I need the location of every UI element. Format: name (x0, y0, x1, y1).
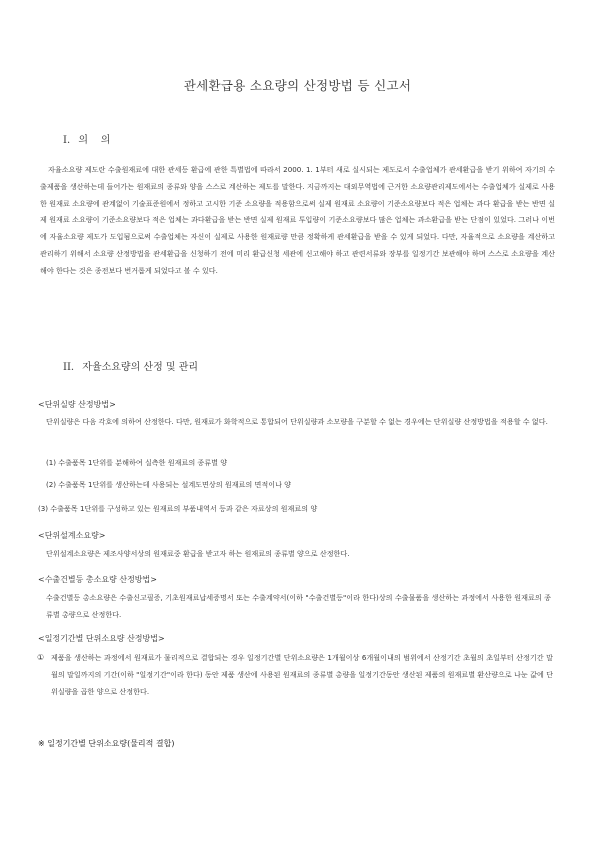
circled-number-1: ① (37, 653, 45, 662)
section-2-heading (63, 358, 198, 373)
section-1-heading (63, 131, 110, 146)
section-1-title: 의 의 (78, 135, 111, 146)
batch-total-body: 수출건별등 총소요량은 수출신고필증, 기초원재료납세증명서 또는 수출계약서(이하 "수출건별등"이라 한다)상의 수출물품을 생산하는 과정에서 사용한 원재료의 종류별 총량으로 산정한다. (46, 593, 551, 619)
period-unit-body: 제품을 생산하는 과정에서 원재료가 물리적으로 결합되는 경우 일정기간별 단위소요량은 1개월이상 6개월이내의 범위에서 산정기간 초월의 초일부터 산정기간 말월의 말일까지의 기간(이하 "일정기간"이라 한다) 동안 제품 생산에 사용된 원재료의 종류별 총량을 일정기간동안 생산된 제품의 원재료별 환산량으로 나눈 값에 단위실량을 곱한 양으로 산정한다. (51, 653, 553, 696)
unit-design-heading: <단위설계소요량> (38, 531, 106, 540)
unit-actual-item-1: (1) 수출품목 1단위를 분해하여 실측한 원재료의 종류별 양 (46, 458, 228, 467)
batch-total-heading: <수출건별등 총소요량 산정방법> (38, 575, 157, 584)
period-unit-heading: <일정기간별 단위소요량 산정방법> (38, 634, 165, 643)
unit-actual-item-2: (2) 수출품목 1단위를 생산하는데 사용되는 설계도면상의 원재료의 면적이나 양 (46, 480, 292, 489)
intro-paragraph: 자율소요량 제도란 수출원재료에 대한 관세등 환급에 관한 특별법에 따라서 2000. 1. 1부터 새로 실시되는 제도로서 수출업체가 관세환급을 받기 위하여 자기의 수출제품을 생산하는데 들어가는 원재료의 종류와 양을 스스로 계산하는 제도를 말한다. 지금까지는 대외무역법에 근거한 소요량관리제도에서는 수출업체가 실제로 사용한 원재료 소요량에 관계없이 기술표준원에서 정하고 고시한 기준 소요량을 적용함으로써 실제 원재료 소요량이 기준소요량보다 적은 업체는 과다 환급을 받는 반면 실제 원재료 소요량이 기준소요량보다 적은 업체는 과다환급을 받는 반면 실제 원재료 투입량이 기준소요량보다 많은 업체는 과소환급을 받는 단점이 있었다. 그러나 이번에 자율소요량 제도가 도입됨으로써 수출업체는 자신이 실제로 사용한 원재료량 만큼 정확하게 관세환급을 받을 수 있게 되었다. 다만, 자율적으로 소요량을 계산하고 관리하기 위해서 소요량 산정방법을 관세환급을 신청하기 전에 미리 환급신청 세관에 신고해야 하고 관련서류와 장부를 일정기간 보관해야 하며 스스로 소요량을 계산해야 한다는 것은 종전보다 번거롭게 되었다고 볼 수 있다. (40, 165, 556, 275)
unit-actual-item-3: (3) 수출품목 1단위를 구성하고 있는 원재료의 부품내역서 등과 같은 자료상의 원재료의 양 (38, 504, 318, 513)
section-1-number: I. (63, 135, 71, 146)
section-2-title: 자율소요량의 산정 및 관리 (82, 362, 199, 373)
unit-actual-body: 단위실량은 다음 각호에 의하여 산정한다. 다만, 원재료가 화학적으로 통합되어 단위실량과 소모량을 구분할 수 없는 경우에는 단위실량 산정방법을 적용할 수 없다. (46, 417, 548, 426)
unit-actual-heading: <단위실량 산정방법> (38, 400, 116, 409)
note-line: ※ 일정기간별 단위소요량(물리적 결합) (38, 739, 175, 748)
section-2-number: II. (63, 362, 75, 373)
document-title: 관세환급용 소요량의 산정방법 등 신고서 (183, 78, 412, 93)
unit-design-body: 단위설계소요량은 제조사양서상의 원재료중 환급을 받고자 하는 원재료의 종류별 양으로 산정한다. (46, 549, 350, 558)
